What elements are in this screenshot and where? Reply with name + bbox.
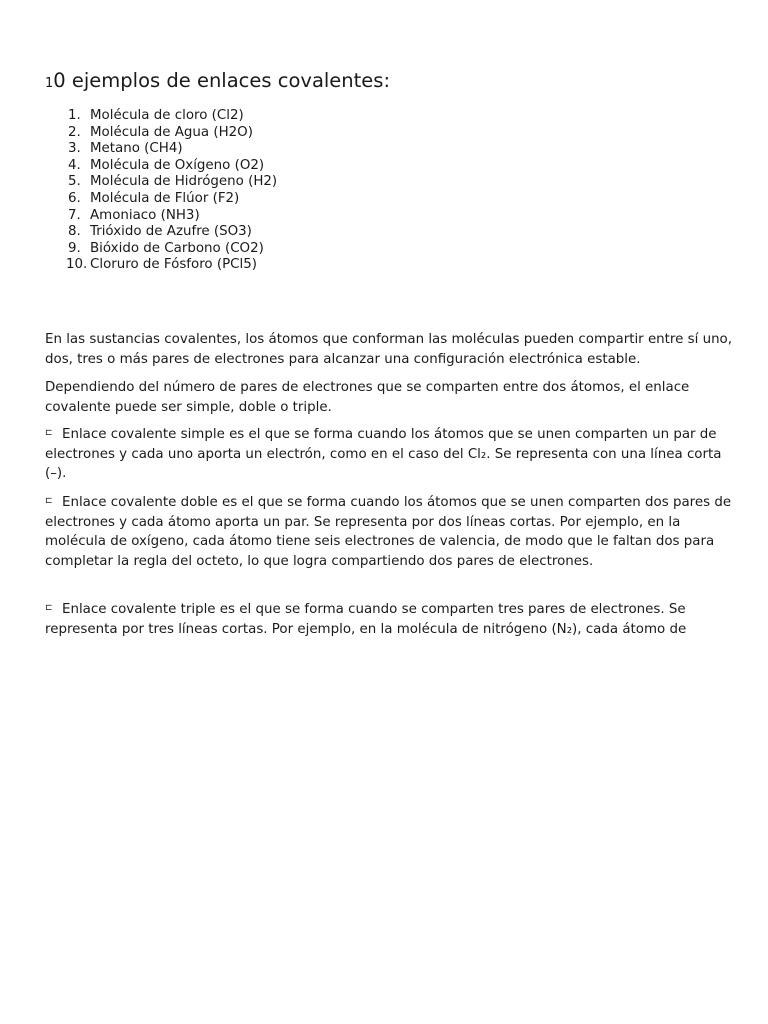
list-item-text: Metano (CH4)	[90, 141, 183, 157]
list-item-number: 5.	[68, 174, 81, 190]
list-item-text: Molécula de cloro (Cl2)	[90, 108, 244, 123]
list-item	[66, 257, 277, 274]
list-item	[66, 174, 277, 191]
list-item	[66, 191, 277, 208]
types-paragraph: Dependiendo del número de pares de electrones que se comparten entre dos átomos, el enlace covalente puede ser simple, doble o triple.	[45, 380, 690, 415]
intro-paragraph: En las sustancias covalentes, los átomos que conforman las moléculas pueden compartir entre sí uno, dos, tres o más pares de electrones para alcanzar una configuración electrónica estable.	[45, 332, 733, 367]
list-item-text: Molécula de Oxígeno (O2)	[90, 157, 265, 173]
list-item-number: 3.	[68, 141, 81, 157]
list-item	[66, 158, 277, 175]
bullet-doble	[45, 492, 735, 572]
title-text: 0 ejemplos de enlaces covalentes:	[53, 69, 391, 92]
bullet-simple	[45, 424, 735, 484]
list-item	[66, 108, 277, 125]
bullet-triple-text: Enlace covalente triple es el que se forma cuando se comparten tres pares de electrones. Se representa por tres líneas cortas. Por ejemplo, en la molécula de nitrógeno (N₂), cada átomo de	[45, 602, 687, 637]
list-item	[66, 241, 277, 258]
bullet-icon: ⊏	[45, 603, 53, 613]
list-item-number: 4.	[68, 157, 81, 173]
list-item-text: Molécula de Agua (H2O)	[90, 124, 253, 140]
list-item-text: Molécula de Hidrógeno (H2)	[90, 174, 278, 190]
list-item	[66, 208, 277, 225]
list-item-number: 2.	[68, 124, 81, 140]
title-first-char: 1	[45, 76, 54, 91]
bullet-simple-text: Enlace covalente simple es el que se forma cuando los átomos que se unen comparten un par de electrones y cada uno aporta un electrón, como en el caso del Cl₂. Se representa con una línea corta (–).	[45, 427, 722, 482]
list-item-number: 10.	[66, 257, 88, 273]
list-item-text: Trióxido de Azufre (SO3)	[90, 224, 252, 240]
list-item-text: Bióxido de Carbono (CO2)	[90, 240, 264, 256]
examples-list	[66, 108, 277, 274]
list-item-number: 9.	[68, 240, 81, 256]
list-item-text: Cloruro de Fósforo (PCl5)	[90, 257, 257, 273]
page-title	[45, 68, 390, 97]
list-item-text: Amoniaco (NH3)	[90, 207, 200, 223]
bullet-icon: ⊏	[45, 496, 53, 506]
list-item-number: 1.	[68, 108, 81, 123]
list-item-number: 8.	[68, 224, 81, 240]
bullet-icon: ⊏	[45, 428, 53, 438]
list-item-number: 6.	[68, 190, 81, 206]
list-item-number: 7.	[68, 207, 81, 223]
list-item	[66, 125, 277, 142]
list-item	[66, 224, 277, 241]
bullet-triple	[45, 599, 735, 639]
bullet-doble-text: Enlace covalente doble es el que se forma cuando los átomos que se unen comparten dos pares de electrones y cada átomo aporta un par. Se representa por dos líneas cortas. Por ejemplo, en la molécula de oxígeno, cada átomo tiene seis electrones de valencia, de modo que le faltan dos para completar la regla del octeto, lo que logra compartiendo dos pares de electrones.	[45, 495, 732, 570]
list-item-text: Molécula de Flúor (F2)	[90, 190, 240, 206]
list-item	[66, 141, 277, 158]
